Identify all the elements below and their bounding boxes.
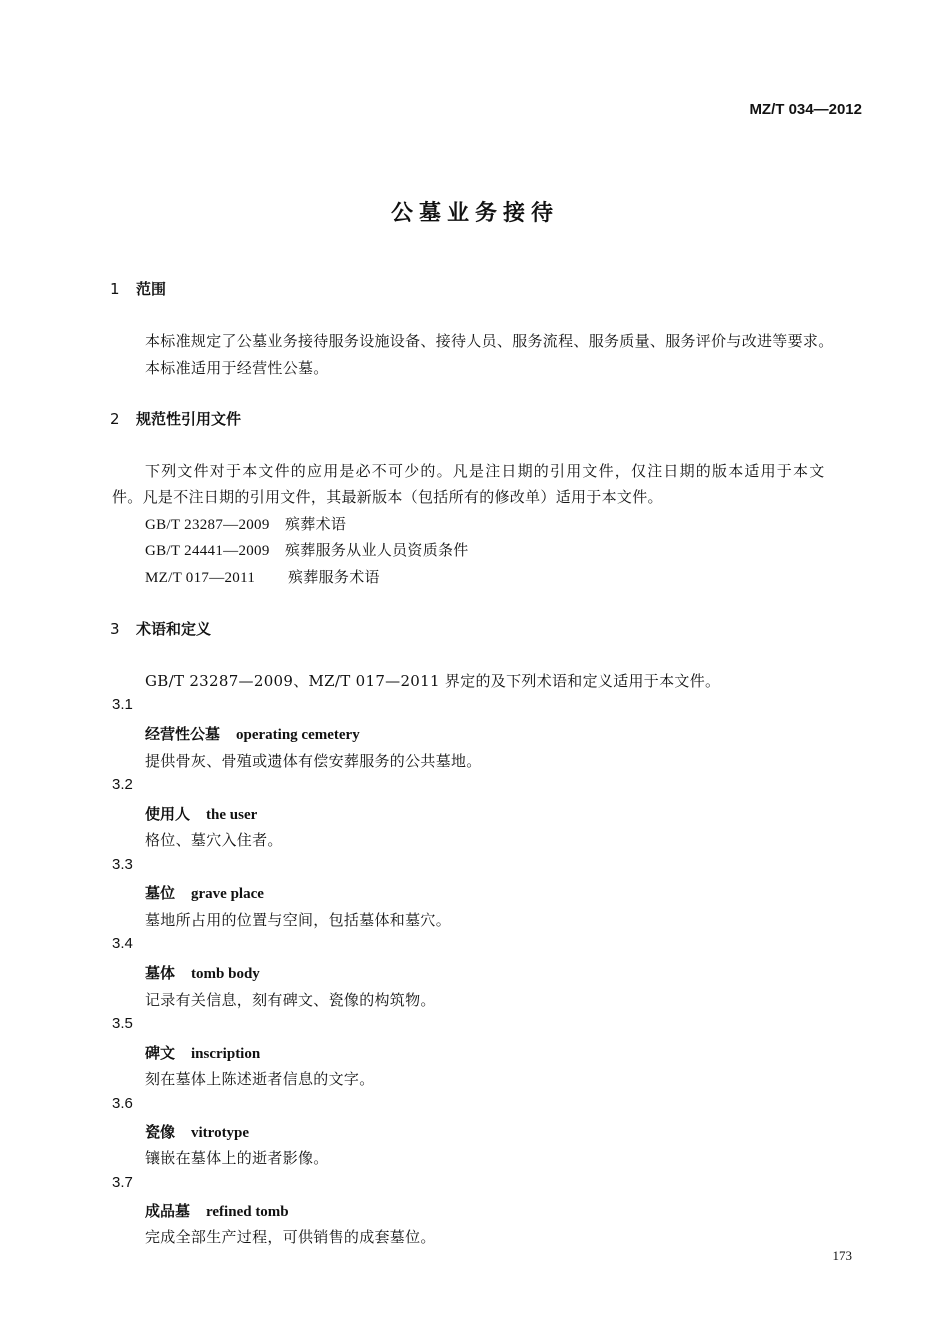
term-english: grave place: [191, 886, 264, 902]
term-english: inscription: [191, 1046, 261, 1062]
term-heading: [145, 1200, 289, 1221]
paragraph: 本标准规定了公墓业务接待服务设施设备、接待人员、服务流程、服务质量、服务评价与改进等要求。: [145, 332, 834, 350]
section-heading-terms-and-definitions: [110, 618, 211, 639]
reference-code: GB/T 23287—2009: [145, 517, 270, 533]
term-chinese: 碑文: [145, 1044, 176, 1062]
term-number: 3.2: [112, 776, 133, 793]
term-definition: 完成全部生产过程，可供销售的成套墓位。: [145, 1228, 436, 1246]
reference-item: [145, 539, 469, 560]
paragraph: 本标准适用于经营性公墓。: [145, 359, 329, 377]
term-number: 3.3: [112, 856, 133, 873]
term-heading: [145, 1121, 249, 1142]
term-heading: [145, 882, 264, 903]
paragraph: 下列文件对于本文件的应用是必不可少的。凡是注日期的引用文件，仅注日期的版本适用于本文: [145, 462, 826, 480]
term-english: operating cemetery: [236, 727, 360, 743]
term-definition: 镶嵌在墓体上的逝者影像。: [145, 1149, 329, 1167]
term-heading: [145, 962, 260, 983]
term-definition: 记录有关信息，刻有碑文、瓷像的构筑物。: [145, 991, 436, 1009]
term-chinese: 瓷像: [145, 1123, 176, 1141]
document-title: 公墓业务接待: [390, 201, 559, 226]
term-english: vitrotype: [191, 1125, 250, 1141]
reference-item: [145, 513, 346, 534]
term-number: 3.4: [112, 935, 133, 952]
term-number: 3.1: [112, 696, 133, 713]
section-heading-scope: [110, 278, 166, 299]
section-number: 1: [110, 280, 120, 298]
term-heading: [145, 1042, 260, 1063]
reference-title: 殡葬术语: [285, 515, 347, 533]
section-title: 范围: [136, 280, 167, 298]
paragraph: 件。凡是不注日期的引用文件，其最新版本（包括所有的修改单）适用于本文件。: [112, 488, 663, 506]
reference-title: 殡葬服务术语: [288, 568, 380, 586]
term-chinese: 墓位: [145, 884, 176, 902]
section-title: 规范性引用文件: [136, 410, 242, 428]
reference-title: 殡葬服务从业人员资质条件: [285, 541, 469, 559]
term-chinese: 经营性公墓: [145, 725, 221, 743]
term-english: the user: [206, 807, 258, 823]
section-heading-normative-references: [110, 408, 241, 429]
term-chinese: 墓体: [145, 964, 176, 982]
term-heading: [145, 803, 257, 824]
paragraph: GB/T 23287—2009、MZ/T 017—2011 界定的及下列术语和定义适用于本文件。: [145, 672, 721, 690]
term-chinese: 使用人: [145, 805, 191, 823]
standard-code: MZ/T 034—2012: [749, 101, 862, 118]
term-english: tomb body: [191, 966, 260, 982]
page-number: 173: [832, 1248, 852, 1263]
reference-code: GB/T 24441—2009: [145, 543, 270, 559]
term-chinese: 成品墓: [145, 1202, 191, 1220]
term-definition: 墓地所占用的位置与空间，包括墓体和墓穴。: [145, 911, 452, 929]
term-definition: 提供骨灰、骨殖或遗体有偿安葬服务的公共墓地。: [145, 752, 482, 770]
term-number: 3.6: [112, 1095, 133, 1112]
section-number: 3: [110, 620, 120, 638]
term-number: 3.7: [112, 1174, 133, 1191]
section-title: 术语和定义: [136, 620, 212, 638]
term-number: 3.5: [112, 1015, 133, 1032]
term-definition: 格位、墓穴入住者。: [145, 831, 283, 849]
term-english: refined tomb: [206, 1204, 289, 1220]
term-heading: [145, 723, 360, 744]
reference-item: [145, 566, 380, 587]
section-number: 2: [110, 410, 120, 428]
reference-code: MZ/T 017—2011: [145, 570, 256, 586]
term-definition: 刻在墓体上陈述逝者信息的文字。: [145, 1070, 375, 1088]
